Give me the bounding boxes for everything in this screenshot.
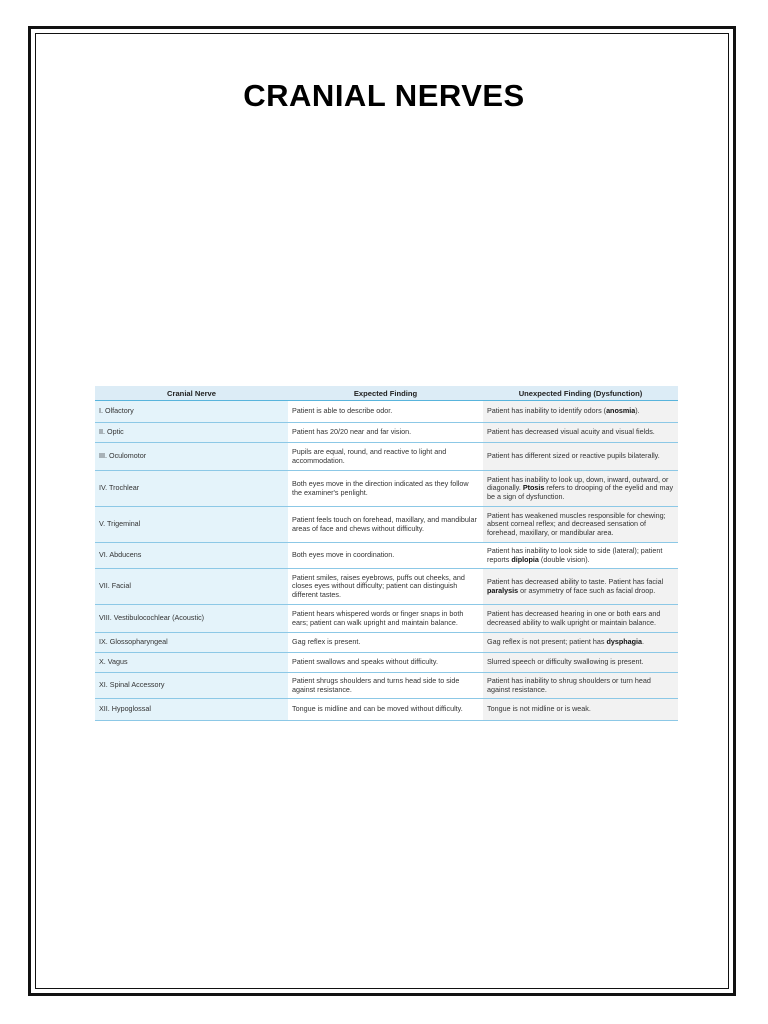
- expected-finding-cell: Patient hears whispered words or finger snaps in both ears; patient can walk upright and maintain balance.: [288, 605, 483, 633]
- findings-table: [95, 386, 678, 721]
- table-row: [95, 633, 678, 653]
- table-row: [95, 443, 678, 471]
- unexpected-finding-cell: Patient has decreased ability to taste. Patient has facial paralysis or asymmetry of face such as facial droop.: [483, 569, 678, 605]
- table-row: [95, 543, 678, 569]
- expected-finding-cell: Patient feels touch on forehead, maxillary, and mandibular areas of face and chews without difficulty.: [288, 507, 483, 543]
- table-row: [95, 423, 678, 443]
- term-diplopia: diplopia: [511, 554, 539, 564]
- unexpected-finding-cell: Tongue is not midline or is weak.: [483, 699, 678, 721]
- term-dysphagia: dysphagia: [606, 637, 643, 647]
- table-header-row: [95, 386, 678, 401]
- nerve-cell: IV. Trochlear: [95, 471, 288, 507]
- expected-finding-cell: Patient has 20/20 near and far vision.: [288, 423, 483, 443]
- table-row: [95, 673, 678, 699]
- nerve-cell: XI. Spinal Accessory: [95, 673, 288, 699]
- nerve-cell: VIII. Vestibulocochlear (Acoustic): [95, 605, 288, 633]
- table-row: [95, 507, 678, 543]
- nerve-cell: IX. Glossopharyngeal: [95, 633, 288, 653]
- term-paralysis: paralysis: [487, 585, 519, 595]
- unexpected-finding-cell: Patient has inability to look up, down, inward, outward, or diagonally. Ptosis refers to drooping of the eyelid and may be a sign of dysfunction.: [483, 471, 678, 507]
- nerve-cell: I. Olfactory: [95, 401, 288, 423]
- nerve-cell: III. Oculomotor: [95, 443, 288, 471]
- table-row: [95, 471, 678, 507]
- expected-finding-cell: Patient is able to describe odor.: [288, 401, 483, 423]
- expected-finding-cell: Patient swallows and speaks without difficulty.: [288, 653, 483, 673]
- unexpected-finding-cell: Gag reflex is not present; patient has dysphagia.: [483, 633, 678, 653]
- unexpected-finding-cell: Patient has inability to look side to side (lateral); patient reports diplopia (double vision).: [483, 543, 678, 569]
- unexpected-finding-cell: Patient has decreased hearing in one or both ears and decreased ability to walk upright or maintain balance.: [483, 605, 678, 633]
- cranial-nerves-table: [95, 386, 678, 721]
- unexpected-finding-cell: Patient has different sized or reactive pupils bilaterally.: [483, 443, 678, 471]
- nerve-cell: II. Optic: [95, 423, 288, 443]
- expected-finding-cell: Tongue is midline and can be moved without difficulty.: [288, 699, 483, 721]
- table-row: [95, 699, 678, 721]
- table-row: [95, 653, 678, 673]
- unexpected-finding-cell: Patient has inability to shrug shoulders or turn head against resistance.: [483, 673, 678, 699]
- header-unexpected-finding: Unexpected Finding (Dysfunction): [483, 386, 678, 401]
- table-row: [95, 401, 678, 423]
- term-ptosis: Ptosis: [522, 483, 545, 493]
- expected-finding-cell: Pupils are equal, round, and reactive to light and accommodation.: [288, 443, 483, 471]
- unexpected-finding-cell: Patient has weakened muscles responsible for chewing; absent corneal reflex; and decreased sensation of forehead, maxillary, or mandibular area.: [483, 507, 678, 543]
- expected-finding-cell: Patient smiles, raises eyebrows, puffs out cheeks, and closes eyes without difficulty; patient can distinguish different tastes.: [288, 569, 483, 605]
- table-row: [95, 605, 678, 633]
- term-anosmia: anosmia: [606, 406, 636, 416]
- unexpected-finding-cell: Patient has decreased visual acuity and visual fields.: [483, 423, 678, 443]
- page-title: CRANIAL NERVES: [243, 78, 525, 113]
- nerve-cell: V. Trigeminal: [95, 507, 288, 543]
- expected-finding-cell: Both eyes move in coordination.: [288, 543, 483, 569]
- nerve-cell: XII. Hypoglossal: [95, 699, 288, 721]
- nerve-cell: X. Vagus: [95, 653, 288, 673]
- header-expected-finding: Expected Finding: [288, 386, 483, 401]
- expected-finding-cell: Patient shrugs shoulders and turns head side to side against resistance.: [288, 673, 483, 699]
- unexpected-finding-cell: Patient has inability to identify odors (anosmia).: [483, 401, 678, 423]
- nerve-cell: VI. Abducens: [95, 543, 288, 569]
- table-row: [95, 569, 678, 605]
- expected-finding-cell: Both eyes move in the direction indicated as they follow the examiner's penlight.: [288, 471, 483, 507]
- expected-finding-cell: Gag reflex is present.: [288, 633, 483, 653]
- nerve-cell: VII. Facial: [95, 569, 288, 605]
- header-cranial-nerve: Cranial Nerve: [95, 386, 288, 401]
- unexpected-finding-cell: Slurred speech or difficulty swallowing is present.: [483, 653, 678, 673]
